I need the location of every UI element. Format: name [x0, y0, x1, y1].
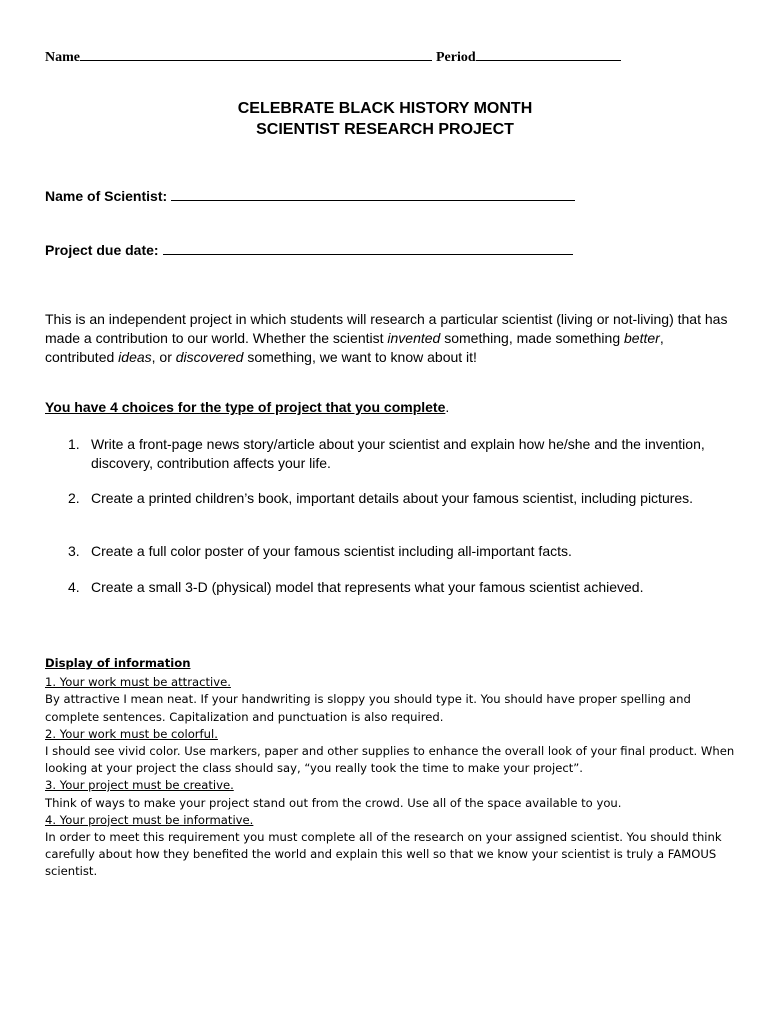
choice-text: Create a small 3-D (physical) model that represents what your famous scientist achieved.: [91, 579, 644, 595]
requirement-body: I should see vivid color. Use markers, paper and other supplies to enhance the overall look of your final product. When looking at your project the class should say, “you really took the time to make your project”.: [45, 744, 735, 776]
due-date-field: [45, 240, 573, 258]
requirement-title: 4. Your project must be informative.: [45, 812, 254, 827]
requirement-body: Think of ways to make your project stand out from the crowd. Use all of the space available to you.: [45, 795, 622, 810]
title-line-1: CELEBRATE BLACK HISTORY MONTH: [237, 100, 533, 117]
name-label: Name: [45, 50, 80, 65]
period-blank-line: [476, 46, 621, 61]
display-heading: Display of information: [45, 656, 191, 670]
choices-heading-text: You have 4 choices for the type of project that you complete: [45, 399, 446, 415]
intro-text-2: something, made something: [440, 330, 624, 346]
choice-text: Write a front-page news story/article about your scientist and explain how he/she and the invention, discovery, contribution affects your life.: [91, 436, 705, 471]
display-of-information-section: [45, 655, 735, 881]
choice-number: 1.: [68, 436, 80, 452]
period-label: Period: [436, 50, 476, 65]
due-date-label: Project due date:: [45, 242, 159, 258]
choice-number: 3.: [68, 543, 80, 559]
student-info-row: [45, 46, 645, 66]
name-blank-line: [80, 46, 432, 61]
choice-text: Create a printed children’s book, important details about your famous scientist, including pictures.: [91, 490, 694, 506]
requirement-body: In order to meet this requirement you must complete all of the research on your assigned scientist. You should think carefully about how they benefited the world and explain this well so that we know your scientist is truly a FAMOUS scientist.: [45, 830, 722, 879]
title-line-2: SCIENTIST RESEARCH PROJECT: [256, 121, 514, 138]
choice-item: [68, 542, 708, 561]
choice-item: [68, 435, 708, 473]
requirement-title: 2. Your work must be colorful.: [45, 726, 218, 741]
requirement-title: 1. Your work must be attractive.: [45, 675, 231, 690]
choice-number: 2.: [68, 490, 80, 506]
choice-number: 4.: [68, 579, 80, 595]
intro-text-1: This is an independent project in which students will research a particular scientist (living or not-living) that has made a contribution to our world. Whether the scientist: [45, 311, 728, 346]
choice-item: [68, 489, 708, 508]
requirement-body: By attractive I mean neat. If your handwriting is sloppy you should type it. You should have proper spelling and complete sentences. Capitalization and punctuation is also required.: [45, 692, 691, 724]
scientist-name-field: [45, 186, 575, 204]
due-date-blank-line: [163, 240, 573, 255]
intro-text-4: , or: [151, 349, 176, 365]
choice-item: [68, 578, 708, 597]
choice-text: Create a full color poster of your famous scientist including all-important facts.: [91, 543, 572, 559]
intro-emphasis-discovered: discovered: [175, 349, 244, 365]
scientist-name-label: Name of Scientist:: [45, 188, 168, 204]
intro-text-5: something, we want to know about it!: [243, 349, 477, 365]
choices-heading: [45, 399, 449, 415]
scientist-name-blank-line: [171, 186, 575, 201]
intro-emphasis-invented: invented: [387, 330, 441, 346]
intro-emphasis-ideas: ideas: [118, 349, 152, 365]
choices-heading-period: .: [445, 399, 450, 415]
intro-emphasis-better: better: [624, 330, 660, 346]
intro-paragraph: [45, 310, 735, 367]
requirement-title: 3. Your project must be creative.: [45, 778, 234, 793]
intro-text-3: , contributed: [45, 330, 664, 365]
